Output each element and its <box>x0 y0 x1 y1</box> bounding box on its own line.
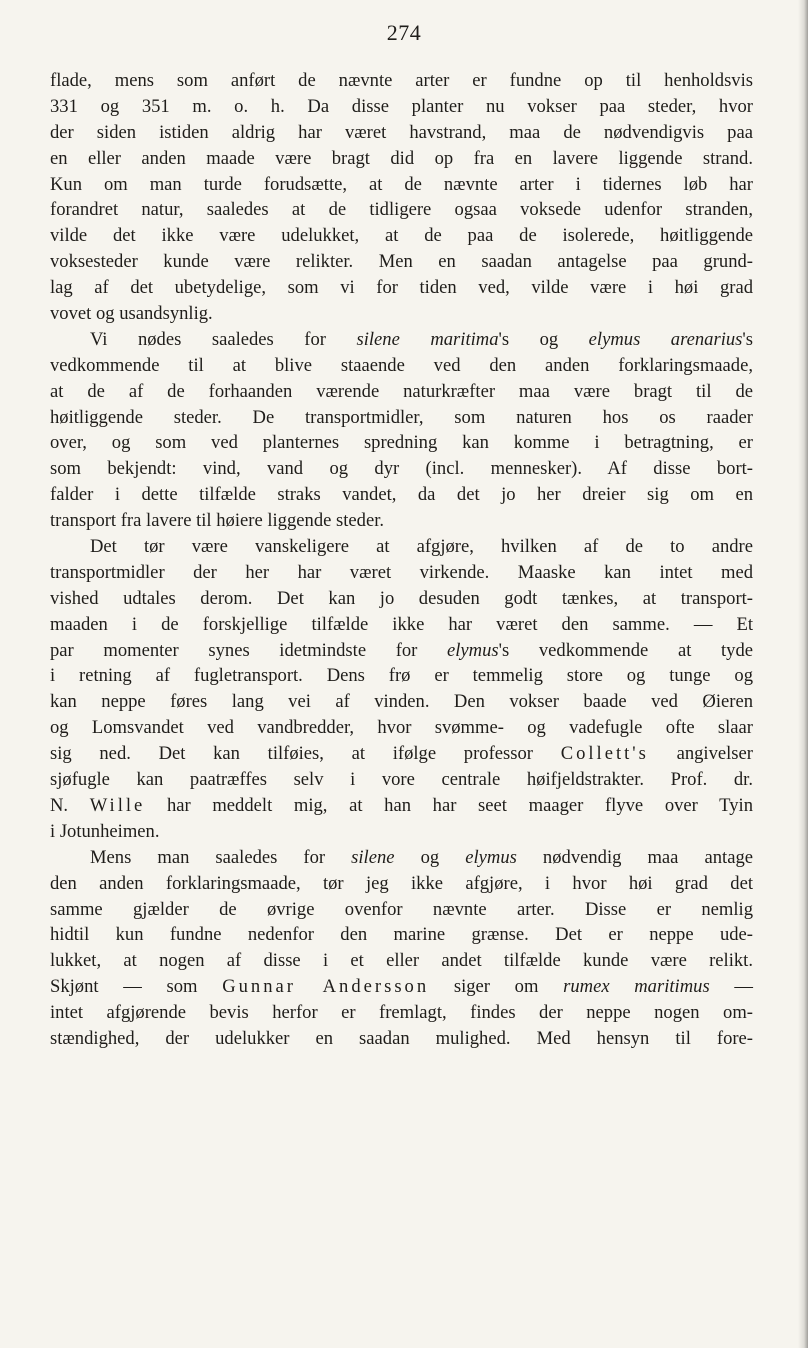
text-run: siger om <box>429 976 564 998</box>
text-run: 's <box>742 328 754 350</box>
page-edge-shadow <box>798 0 808 1348</box>
text-line: transport fra lavere til høiere liggende steder. <box>50 510 385 532</box>
text-line <box>50 793 753 819</box>
text-run: Skjønt — som <box>50 976 223 998</box>
spaced-name: Gunnar Andersson <box>222 976 430 998</box>
text-run: 's og <box>498 328 589 350</box>
text-line: over, og som ved planternes spredning kan komme i betragtning, er <box>50 432 753 454</box>
text-line: falder i dette tilfælde straks vandet, da det jo her dreier sig om en <box>50 484 753 506</box>
text-line: Det tør være vanskeligere at afgjøre, hvilken af de to andre <box>90 536 753 558</box>
text-line: lukket, at nogen af disse i et eller andet tilfælde kunde være relikt. <box>50 950 753 972</box>
italic-term: silene <box>351 846 395 868</box>
text-run: har meddelt mig, at han har seet maager flyve over Tyin <box>145 794 753 816</box>
italic-term: rumex maritimus <box>563 976 710 998</box>
spaced-name: Collett's <box>560 743 649 765</box>
text-run: — <box>709 976 753 998</box>
text-run: og <box>394 846 466 868</box>
text-line: sjøfugle kan paatræffes selv i vore centrale høifjeldstrakter. Prof. dr. <box>50 769 753 791</box>
text-line: forandret natur, saaledes at de tidligere ogsaa voksede udenfor stranden, <box>50 199 753 221</box>
text-line: lag af det ubetydelige, som vi for tiden ved, vilde være i høi grad <box>50 277 753 299</box>
spaced-name: Wille <box>89 794 146 816</box>
text-line: den anden forklaringsmaade, tør jeg ikke afgjøre, i hvor høi grad det <box>50 872 753 894</box>
text-line: vished udtales derom. Det kan jo desuden godt tænkes, at transport- <box>50 587 753 609</box>
text-line: i Jotunheimen. <box>50 820 160 842</box>
page-number: 274 <box>386 20 422 45</box>
text-line: Kun om man turde forudsætte, at de nævnte arter i tidernes løb har <box>50 173 753 195</box>
text-line: hidtil kun fundne nedenfor den marine grænse. Det er neppe ude- <box>50 924 753 946</box>
text-line: vilde det ikke være udelukket, at de paa de isolerede, høitliggende <box>50 225 753 247</box>
text-line: flade, mens som anført de nævnte arter er fundne op til henholdsvis <box>50 70 753 91</box>
text-line <box>50 974 753 1000</box>
text-line: der siden istiden aldrig har været havstrand, maa de nødvendigvis paa <box>50 121 753 143</box>
text-line: en eller anden maade være bragt did op fra en lavere liggende strand. <box>50 147 753 169</box>
text-line: transportmidler der her har været virkende. Maaske kan intet med <box>50 561 753 583</box>
text-run: par momenter synes idetmindste for <box>50 639 447 661</box>
text-line: vovet og usandsynlig. <box>50 303 213 325</box>
text-line: høitliggende steder. De transportmidler, som naturen hos os raader <box>50 406 753 428</box>
text-line: og Lomsvandet ved vandbredder, hvor svømme- og vadefugle ofte slaar <box>50 717 753 739</box>
text-line: at de af de forhaanden værende naturkræfter maa være bragt til de <box>50 380 753 402</box>
italic-term: elymus <box>465 846 517 868</box>
text-run: angivelser <box>648 743 753 765</box>
text-line <box>50 638 753 664</box>
text-line: intet afgjørende bevis herfor er fremlagt, findes der neppe nogen om- <box>50 1002 753 1024</box>
text-run: N. <box>50 794 90 816</box>
text-run: 's vedkommende at tyde <box>498 639 753 661</box>
text-line: i retning af fugletransport. Dens frø er temmelig store og tunge og <box>50 665 753 687</box>
italic-term: elymus arenarius <box>588 328 743 350</box>
text-line <box>50 845 753 871</box>
text-run: Vi nødes saaledes for <box>90 328 357 350</box>
text-line: voksesteder kunde være relikter. Men en saadan antagelse paa grund- <box>50 251 753 273</box>
text-line: vedkommende til at blive staaende ved den anden forklaringsmaade, <box>50 354 753 376</box>
text-line: samme gjælder de øvrige ovenfor nævnte arter. Disse er nemlig <box>50 898 753 920</box>
text-line: kan neppe føres lang vei af vinden. Den vokser baade ved Øieren <box>50 691 753 713</box>
text-line: som bekjendt: vind, vand og dyr (incl. mennesker). Af disse bort- <box>50 458 753 480</box>
body-text <box>50 68 753 1052</box>
text-run: sig ned. Det kan tilføies, at ifølge professor <box>50 743 561 765</box>
italic-term: elymus <box>447 639 499 661</box>
text-line <box>50 741 753 767</box>
text-line: maaden i de forskjellige tilfælde ikke har været den samme. — Et <box>50 613 753 635</box>
text-run: Mens man saaledes for <box>90 846 352 868</box>
text-line <box>50 327 753 353</box>
text-line: 331 og 351 m. o. h. Da disse planter nu vokser paa steder, hvor <box>50 95 753 117</box>
italic-term: silene maritima <box>356 328 499 350</box>
text-line: stændighed, der udelukker en saadan mulighed. Med hensyn til fore- <box>50 1027 753 1049</box>
text-run: nødvendig maa antage <box>516 846 754 868</box>
